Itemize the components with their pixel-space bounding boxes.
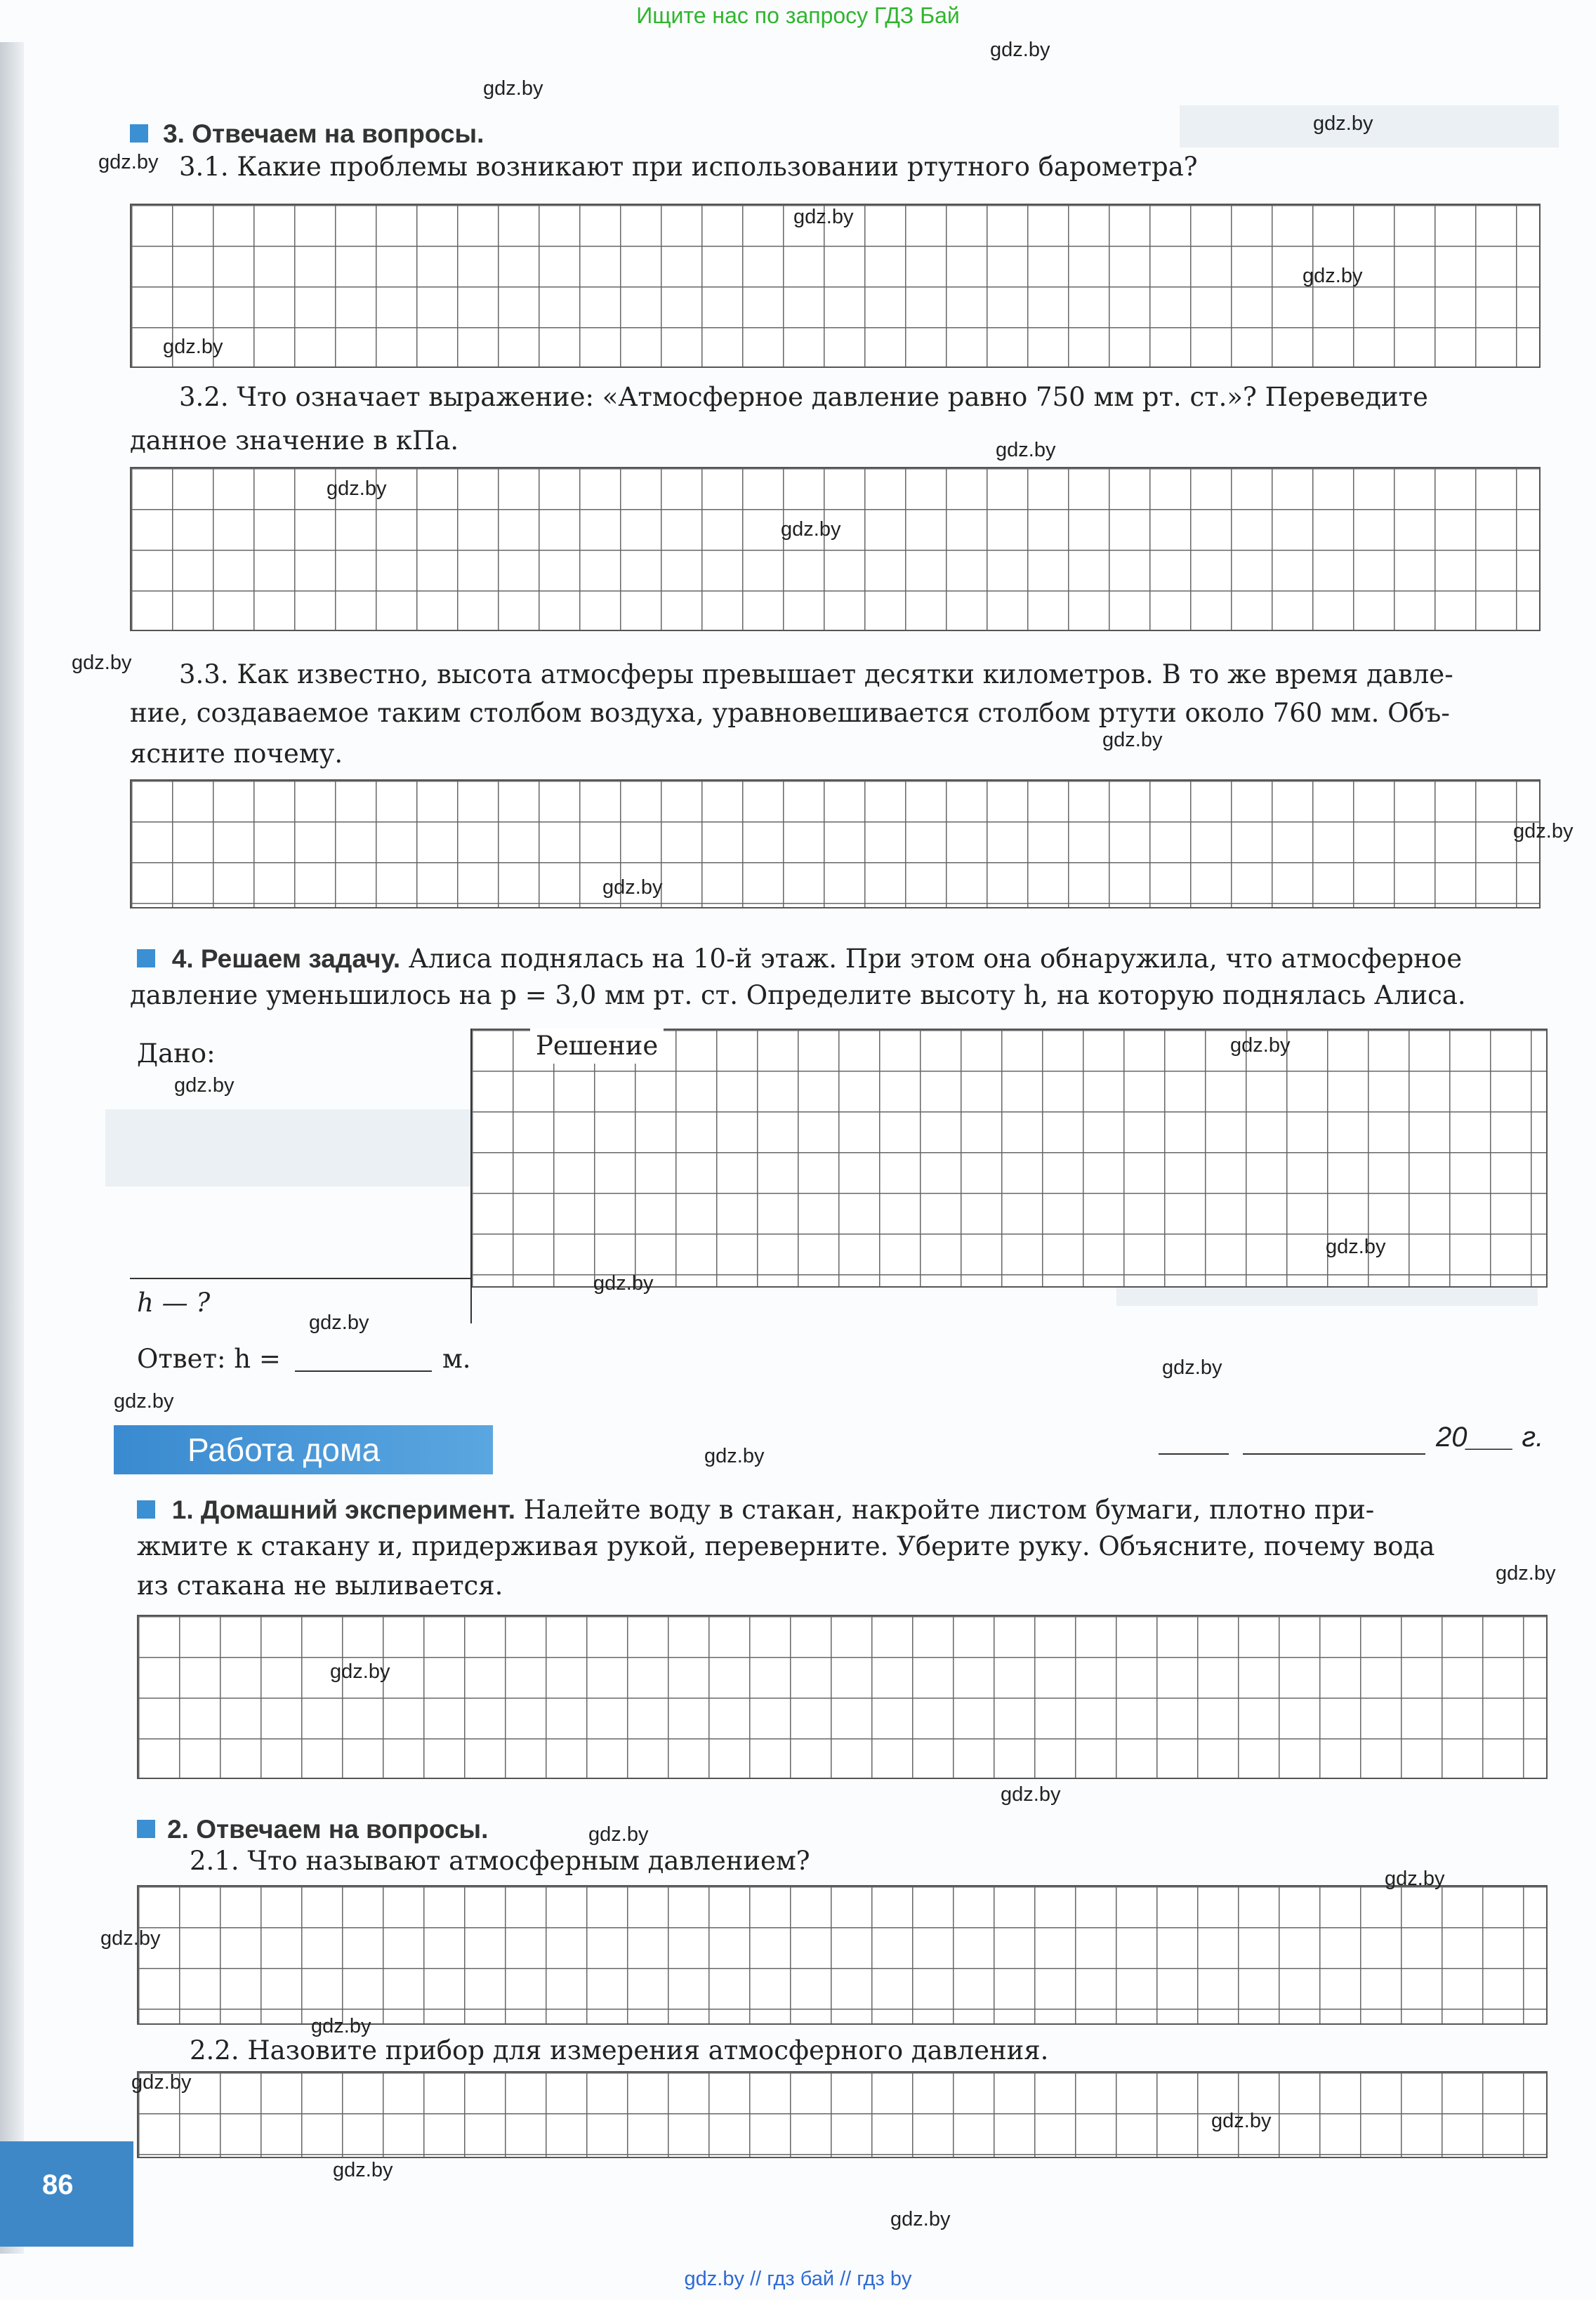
page-number: 86 (42, 2169, 74, 2200)
book-spine-shadow (0, 42, 24, 2254)
solution-label: Решение (530, 1029, 664, 1064)
watermark[interactable]: gdz.by (1513, 820, 1574, 842)
homework-question-2-1: 2.1. Что называют атмосферным давлением? (190, 1846, 810, 1876)
question-3-2-line2: данное значение в кПа. (130, 425, 459, 456)
watermark[interactable]: gdz.by (990, 39, 1050, 61)
date-blank-month[interactable] (1243, 1453, 1425, 1455)
watermark[interactable]: gdz.by (333, 2159, 393, 2181)
homework-task1-line1: Налейте воду в стакан, накройте листом бумаги, плотно при- (523, 1495, 1375, 1525)
watermark[interactable]: gdz.by (996, 439, 1056, 461)
watermark[interactable]: gdz.by (1385, 1868, 1445, 1890)
question-3-3-line2: ние, создаваемое таким столбом воздуха, уравновешивается столбом ртути около 760 мм. Объ- (130, 698, 1450, 728)
watermark[interactable]: gdz.by (1102, 729, 1163, 751)
given-label: Дано: (137, 1038, 216, 1069)
watermark[interactable]: gdz.by (1162, 1356, 1222, 1379)
watermark[interactable]: gdz.by (1230, 1034, 1291, 1057)
answer-unit: м. (442, 1344, 471, 1374)
answer-grid-3-3[interactable] (130, 779, 1541, 908)
watermark[interactable]: gdz.by (98, 151, 159, 173)
section4-title: 4. Решаем задачу. (171, 944, 401, 973)
watermark[interactable]: gdz.by (131, 2071, 192, 2094)
given-divider-horizontal (130, 1278, 470, 1279)
answer-blank[interactable] (295, 1370, 432, 1372)
given-divider-vertical (470, 1029, 472, 1323)
homework-task1-line2: жмите к стакану и, придерживая рукой, переверните. Уберите руку. Объясните, почему вода (137, 1531, 1435, 1561)
question-3-3-line3: ясните почему. (130, 739, 343, 769)
watermark[interactable]: gdz.by (330, 1660, 390, 1683)
watermark[interactable]: gdz.by (1313, 112, 1373, 135)
watermark[interactable]: gdz.by (602, 876, 663, 899)
top-banner[interactable]: Ищите нас по запросу ГДЗ Бай (636, 3, 960, 28)
section-square-icon (137, 949, 155, 967)
section4-text-line2: давление уменьшилось на p = 3,0 мм рт. ст. Определите высоту h, на которую поднялась Алиса. (130, 980, 1466, 1010)
section4-text-line1: Алиса поднялась на 10-й этаж. При этом она обнаружила, что атмосферное (408, 944, 1463, 974)
watermark[interactable]: gdz.by (890, 2208, 951, 2230)
homework-task1-line3: из стакана не выливается. (137, 1571, 503, 1601)
watermark[interactable]: gdz.by (163, 336, 223, 358)
date-year: 20___ г. (1436, 1422, 1544, 1453)
solution-grid[interactable] (470, 1029, 1548, 1288)
homework-task2-title: 2. Отвечаем на вопросы. (167, 1815, 489, 1844)
watermark[interactable]: gdz.by (793, 206, 854, 228)
find-label: h — ? (137, 1288, 211, 1318)
question-3-1: 3.1. Какие проблемы возникают при использовании ртутного барометра? (179, 152, 1198, 182)
watermark[interactable]: gdz.by (483, 77, 543, 100)
watermark[interactable]: gdz.by (72, 652, 132, 674)
section3-title: 3. Отвечаем на вопросы. (163, 119, 484, 148)
answer-grid-homework-1[interactable] (137, 1615, 1548, 1779)
question-3-3-line1: 3.3. Как известно, высота атмосферы превышает десятки километров. В то же время давле- (179, 659, 1453, 689)
watermark[interactable]: gdz.by (311, 2015, 371, 2037)
section-square-icon (137, 1820, 155, 1838)
bottom-banner[interactable]: gdz.by // гдз бай // гдз by (684, 2268, 912, 2290)
watermark[interactable]: gdz.by (174, 1074, 235, 1097)
watermark[interactable]: gdz.by (593, 1272, 654, 1295)
watermark[interactable]: gdz.by (327, 477, 387, 500)
watermark[interactable]: gdz.by (1302, 265, 1363, 287)
watermark[interactable]: gdz.by (781, 518, 841, 541)
watermark[interactable]: gdz.by (1496, 1562, 1556, 1585)
watermark[interactable]: gdz.by (1001, 1783, 1061, 1806)
watermark[interactable]: gdz.by (114, 1390, 174, 1413)
answer-label: Ответ: h = (137, 1344, 281, 1374)
homework-question-2-2: 2.2. Назовите прибор для измерения атмосферного давления. (190, 2035, 1049, 2066)
homework-task1-title: 1. Домашний эксперимент. (171, 1495, 516, 1524)
section-square-icon (130, 124, 148, 143)
homework-header: Работа дома (114, 1425, 493, 1474)
date-blank-day[interactable] (1159, 1453, 1229, 1455)
answer-grid-homework-2-2[interactable] (137, 2071, 1548, 2158)
watermark[interactable]: gdz.by (100, 1927, 161, 1950)
watermark[interactable]: gdz.by (309, 1311, 369, 1334)
watermark[interactable]: gdz.by (1326, 1236, 1386, 1258)
section-square-icon (137, 1500, 155, 1519)
watermark[interactable]: gdz.by (704, 1445, 765, 1467)
answer-grid-homework-2-1[interactable] (137, 1885, 1548, 2025)
question-3-2-line1: 3.2. Что означает выражение: «Атмосферное давление равно 750 мм рт. ст.»? Переведите (179, 382, 1428, 412)
watermark[interactable]: gdz.by (1211, 2110, 1272, 2132)
watermark[interactable]: gdz.by (588, 1823, 649, 1846)
